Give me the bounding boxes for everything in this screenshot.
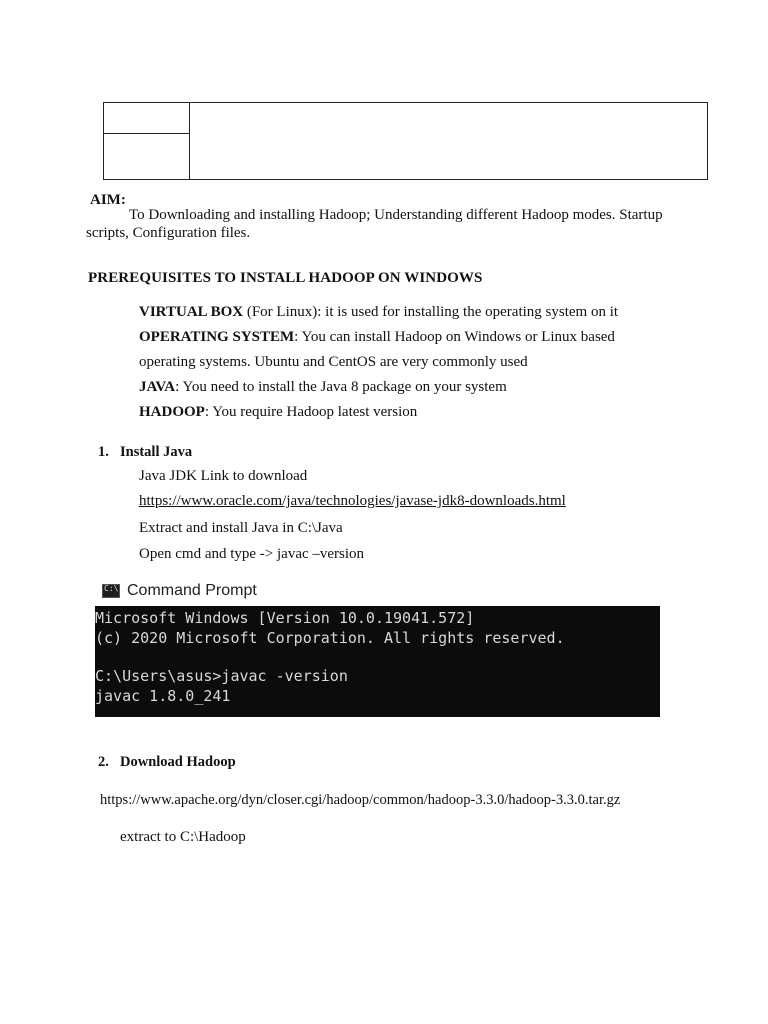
aim-label: AIM: bbox=[90, 192, 126, 208]
java-extract-text: Extract and install Java in C:\Java bbox=[139, 520, 343, 536]
command-prompt-title: Command Prompt bbox=[127, 582, 257, 599]
prereq-text: : You can install Hadoop on Windows or Linux based bbox=[294, 329, 615, 345]
command-prompt-window bbox=[95, 606, 660, 717]
aim-text-line-2: scripts, Configuration files. bbox=[86, 225, 251, 241]
hadoop-download-url[interactable]: https://www.apache.org/dyn/closer.cgi/hadoop/common/hadoop-3.3.0/hadoop-3.3.0.tar.gz bbox=[100, 792, 621, 808]
prereq-os bbox=[139, 329, 615, 346]
hadoop-extract-text: extract to C:\Hadoop bbox=[120, 829, 246, 845]
prereq-text: : You need to install the Java 8 package on your system bbox=[175, 379, 507, 395]
prereq-hadoop bbox=[139, 404, 417, 421]
step2-heading bbox=[98, 754, 236, 771]
step1-heading bbox=[98, 444, 192, 461]
console-line: javac 1.8.0_241 bbox=[95, 687, 231, 705]
prereq-term: JAVA bbox=[139, 379, 176, 395]
prereq-text: (For Linux): it is used for installing the operating system on it bbox=[243, 304, 619, 320]
step-title: Download Hadoop bbox=[120, 754, 236, 770]
header-table-row-divider bbox=[104, 133, 189, 134]
java-download-text: Java JDK Link to download bbox=[139, 468, 308, 484]
console-line: Microsoft Windows [Version 10.0.19041.572] bbox=[95, 609, 475, 627]
prereq-term: OPERATING SYSTEM bbox=[139, 329, 295, 345]
prereq-os-continued bbox=[139, 354, 528, 371]
prereq-text: : You require Hadoop latest version bbox=[204, 404, 418, 420]
terminal-icon bbox=[102, 584, 120, 598]
header-table bbox=[103, 102, 708, 180]
prereq-text: operating systems. Ubuntu and CentOS are very commonly used bbox=[139, 354, 528, 370]
step-number: 1. bbox=[98, 444, 109, 460]
prereq-virtualbox bbox=[139, 304, 618, 321]
prerequisites-heading: PREREQUISITES TO INSTALL HADOOP ON WINDOWS bbox=[88, 270, 483, 286]
prereq-term: HADOOP bbox=[139, 404, 205, 420]
prereq-term: VIRTUAL BOX bbox=[139, 304, 244, 320]
aim-text-line-1: To Downloading and installing Hadoop; Understanding different Hadoop modes. Startup bbox=[129, 207, 663, 223]
header-table-divider bbox=[189, 103, 190, 179]
java-download-link[interactable]: https://www.oracle.com/java/technologies/javase-jdk8-downloads.html bbox=[139, 493, 566, 509]
step-title: Install Java bbox=[120, 444, 193, 460]
command-prompt-titlebar bbox=[102, 580, 257, 602]
step-number: 2. bbox=[98, 754, 109, 770]
console-line: C:\Users\asus>javac -version bbox=[95, 667, 348, 685]
java-verify-text: Open cmd and type -> javac –version bbox=[139, 546, 365, 562]
prereq-java bbox=[139, 379, 507, 396]
console-line: (c) 2020 Microsoft Corporation. All rights reserved. bbox=[95, 629, 565, 647]
